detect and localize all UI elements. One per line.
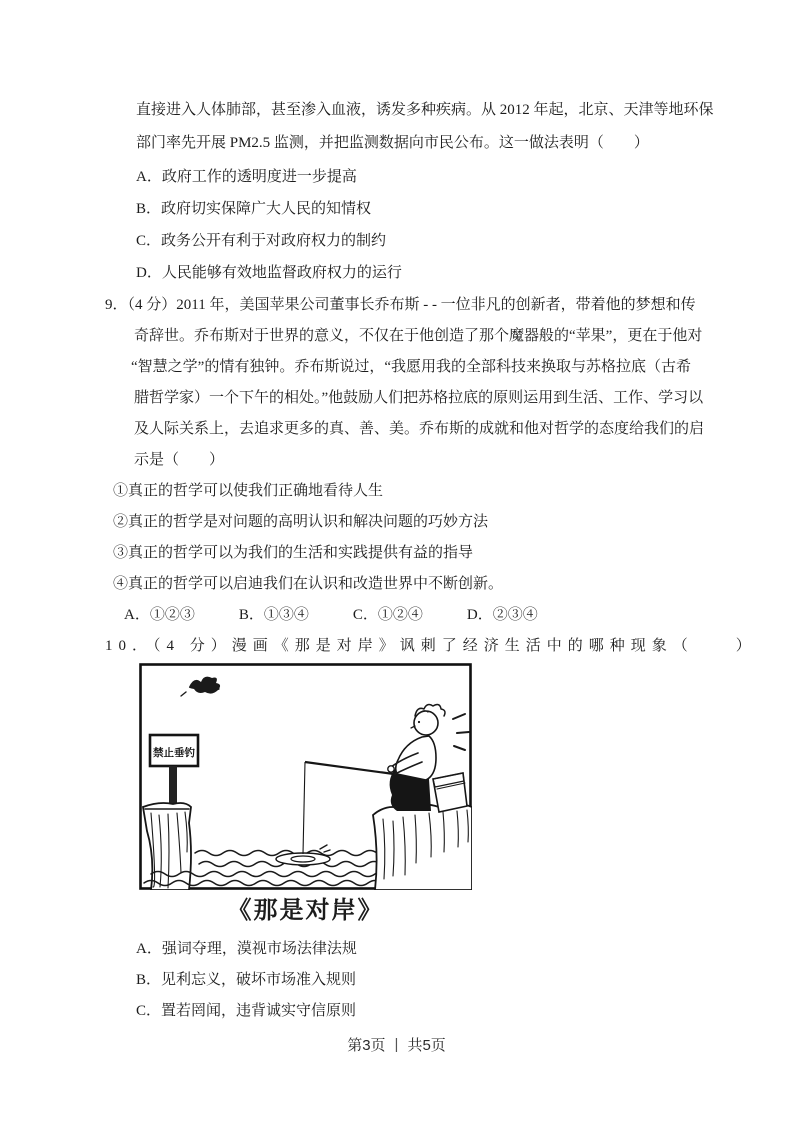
fisherman-head — [414, 711, 438, 735]
q9-choice-a: A．①②③ — [124, 607, 195, 623]
q9-line-1: 9．（4 分）2011 年，美国苹果公司董事长乔布斯 - - 一位非凡的创新者，带着他的梦想和传 — [105, 297, 696, 313]
q9-statement-2: ②真正的哲学是对问题的高明认识和解决问题的巧妙方法 — [113, 514, 489, 530]
cartoon-fishing-image — [139, 663, 472, 890]
footer-current-page: 第3页 — [347, 1037, 386, 1054]
q9-line-3: “智慧之学”的情有独钟。乔布斯说过，“我愿用我的全部科技来换取与苏格拉底（古希 — [131, 359, 691, 375]
q9-line-5: 及人际关系上，去追求更多的真、善、美。乔布斯的成就和他对哲学的态度给我们的启 — [134, 421, 705, 437]
no-fishing-sign-text: 禁止垂钓 — [153, 748, 195, 759]
q9-choice-d: D．②③④ — [466, 607, 538, 623]
cartoon-caption: 《那是对岸》 — [227, 898, 384, 924]
q9-line-6: 示是（ ） — [134, 452, 225, 468]
footer-separator: | — [394, 1036, 399, 1053]
bucket — [433, 773, 467, 812]
q9-statement-1: ①真正的哲学可以使我们正确地看待人生 — [113, 483, 384, 499]
q9-choices-row — [124, 605, 538, 626]
fisherman-hand — [388, 766, 394, 772]
q9-statement-4: ④真正的哲学可以启迪我们在认识和改造世界中不断创新。 — [113, 576, 504, 592]
q10-option-a: A．强词夺理，漠视市场法律法规 — [136, 941, 357, 957]
q9-statement-3: ③真正的哲学可以为我们的生活和实践提供有益的指导 — [113, 545, 474, 561]
q9-line-2: 奇辞世。乔布斯对于世界的意义，不仅在于他创造了那个魔器般的“苹果”，更在于他对 — [134, 328, 703, 344]
q9-choice-b: B．①③④ — [238, 607, 309, 623]
footer-total-pages: 共5页 — [407, 1037, 446, 1054]
sign-post — [169, 766, 177, 808]
q10-option-c: C．置若罔闻，违背诚实守信原则 — [136, 1003, 357, 1019]
q8-option-d: D．人民能够有效地监督政府权力的运行 — [136, 265, 402, 281]
q8-line-2: 部门率先开展 PM2.5 监测，并把监测数据向市民公布。这一做法表明（ ） — [136, 135, 649, 151]
q10-option-b: B．见利忘义，破坏市场准入规则 — [136, 972, 357, 988]
q8-line-1: 直接进入人体肺部，甚至渗入血液，诱发多种疾病。从 2012 年起，北京、天津等地环保 — [136, 102, 714, 118]
page-footer — [0, 1034, 793, 1055]
q8-option-b: B．政府切实保障广大人民的知情权 — [136, 201, 372, 217]
q8-option-c: C．政务公开有利于对政府权力的制约 — [136, 233, 387, 249]
q9-line-4: 腊哲学家）一个下午的相处。”他鼓励人们把苏格拉底的原则运用到生活、工作、学习以 — [134, 390, 704, 406]
q9-choice-c: C．①②④ — [352, 607, 423, 623]
q10-stem: 10．（4 分）漫画《那是对岸》讽刺了经济生活中的哪种现象（ ） — [105, 638, 757, 654]
right-cliff — [373, 804, 472, 890]
q8-option-a: A．政府工作的透明度进一步提高 — [136, 169, 357, 185]
